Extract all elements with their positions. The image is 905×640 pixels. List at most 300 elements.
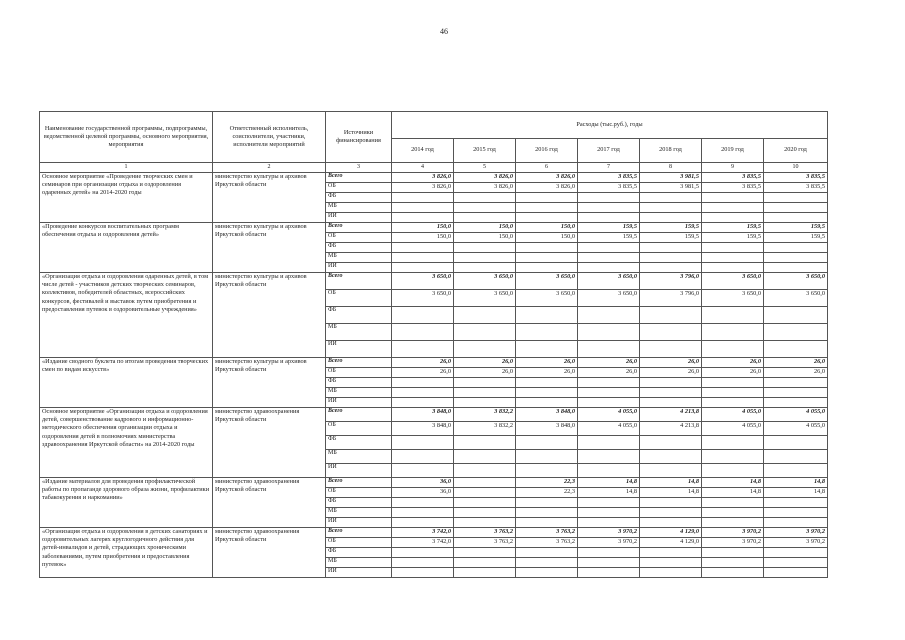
expense-value (454, 498, 516, 508)
expense-value (578, 548, 640, 558)
expense-value (578, 508, 640, 518)
expense-value (392, 243, 454, 253)
expense-value (454, 263, 516, 273)
expense-value (578, 388, 640, 398)
total-value: 3 763,2 (516, 528, 578, 538)
expense-value: 3 826,0 (392, 183, 454, 193)
total-value: 14,8 (640, 478, 702, 488)
expense-value (516, 388, 578, 398)
total-value: 159,5 (578, 223, 640, 233)
expense-value (764, 508, 828, 518)
table-row (40, 173, 828, 183)
header-year: 2015 год (454, 139, 516, 163)
total-value: 26,0 (640, 358, 702, 368)
expense-value (454, 213, 516, 223)
expense-value (764, 558, 828, 568)
expense-value (516, 464, 578, 478)
total-value: 3 742,0 (392, 528, 454, 538)
expense-value (702, 341, 764, 358)
funding-source: ОБ (326, 538, 392, 548)
table-row (40, 273, 828, 290)
measure-executor: министерство культуры и архивов Иркутской области (213, 273, 326, 358)
expense-value (702, 263, 764, 273)
total-value: 36,0 (392, 478, 454, 488)
expense-value (516, 450, 578, 464)
expense-value (392, 518, 454, 528)
expense-value (640, 518, 702, 528)
expense-value: 26,0 (392, 368, 454, 378)
table-body (40, 173, 828, 578)
measure-executor: министерство культуры и архивов Иркутской области (213, 173, 326, 223)
expense-value: 14,8 (640, 488, 702, 498)
expense-value: 3 835,5 (578, 183, 640, 193)
expense-value (516, 398, 578, 408)
total-value: 14,8 (578, 478, 640, 488)
expense-value (392, 307, 454, 324)
expense-value (578, 464, 640, 478)
expense-value: 159,5 (764, 233, 828, 243)
expense-value (578, 498, 640, 508)
expense-value (454, 307, 516, 324)
expense-value: 3 848,0 (392, 422, 454, 436)
expense-value (702, 508, 764, 518)
expense-value (454, 388, 516, 398)
expense-value (764, 253, 828, 263)
expense-value: 3 650,0 (702, 290, 764, 307)
total-value: 150,0 (516, 223, 578, 233)
expense-value (516, 193, 578, 203)
expense-value (516, 203, 578, 213)
expense-value (516, 518, 578, 528)
header-expenses: Расходы (тыс.руб.), годы (392, 112, 828, 139)
expense-value: 3 742,0 (392, 538, 454, 548)
header-year: 2014 год (392, 139, 454, 163)
funding-source: ОБ (326, 290, 392, 307)
expense-value (578, 450, 640, 464)
expense-value (454, 378, 516, 388)
total-value: 3 848,0 (516, 408, 578, 422)
funding-source: ИИ (326, 341, 392, 358)
expense-value (764, 378, 828, 388)
expense-value (702, 498, 764, 508)
expense-value: 22,3 (516, 488, 578, 498)
column-number: 6 (516, 163, 578, 173)
expense-value (392, 568, 454, 578)
column-number: 10 (764, 163, 828, 173)
expense-value (392, 341, 454, 358)
expense-value (516, 436, 578, 450)
expense-value: 14,8 (764, 488, 828, 498)
expense-value (640, 378, 702, 388)
expense-value (640, 193, 702, 203)
expense-value (702, 243, 764, 253)
expense-value (640, 548, 702, 558)
funding-source: ИИ (326, 568, 392, 578)
expense-value (516, 568, 578, 578)
expense-value: 4 055,0 (578, 422, 640, 436)
expense-value (578, 341, 640, 358)
funding-source: Всего (326, 358, 392, 368)
expense-value (702, 568, 764, 578)
expense-value (516, 508, 578, 518)
total-value: 4 129,0 (640, 528, 702, 538)
funding-source: Всего (326, 223, 392, 233)
total-value: 159,5 (640, 223, 702, 233)
expense-value (392, 548, 454, 558)
expense-value (702, 398, 764, 408)
measure-name: Основное мероприятие «Организация отдыха и оздоровления детей, совершенствование кадрового и информационно-методического обеспечения организации отдыха и оздоровления детей в полномочиях министерства здравоохранения Иркутской области» на 2014-2020 годы (40, 408, 213, 478)
expense-value: 150,0 (516, 233, 578, 243)
expense-value: 3 970,2 (578, 538, 640, 548)
expense-value (454, 436, 516, 450)
expense-value (578, 213, 640, 223)
expense-value (702, 324, 764, 341)
expense-value (516, 213, 578, 223)
header-executor: Ответственный исполнитель, соисполнители, участники, исполнители мероприятий (213, 112, 326, 163)
expense-value (764, 341, 828, 358)
expense-value: 159,5 (578, 233, 640, 243)
measure-executor: министерство здравоохранения Иркутской области (213, 408, 326, 478)
expense-value (454, 253, 516, 263)
expense-value: 26,0 (702, 368, 764, 378)
expense-value (516, 341, 578, 358)
expense-value (578, 436, 640, 450)
expense-value (640, 436, 702, 450)
expense-value: 3 763,2 (454, 538, 516, 548)
measure-name: «Организация отдыха и оздоровления одаренных детей, в том числе детей - участников детских творческих семинаров, коллективов, победителей областных, всероссийских конкурсов, фестивалей и выставок путем приобретения и предоставления путевок в оздоровительные учреждения» (40, 273, 213, 358)
expense-value (764, 388, 828, 398)
expense-value (578, 263, 640, 273)
funding-source: Всего (326, 173, 392, 183)
funding-source: ФБ (326, 436, 392, 450)
total-value: 26,0 (702, 358, 764, 368)
total-value: 3 650,0 (392, 273, 454, 290)
column-number: 8 (640, 163, 702, 173)
expense-value (764, 464, 828, 478)
expense-value (392, 508, 454, 518)
total-value: 3 970,2 (764, 528, 828, 538)
total-value: 3 796,0 (640, 273, 702, 290)
header-source: Источники финансирования (326, 112, 392, 163)
total-value: 26,0 (516, 358, 578, 368)
total-value: 26,0 (764, 358, 828, 368)
expense-value: 150,0 (454, 233, 516, 243)
expense-value (454, 398, 516, 408)
expense-value (640, 324, 702, 341)
expense-value (454, 203, 516, 213)
funding-source: ОБ (326, 368, 392, 378)
expense-value (516, 324, 578, 341)
expense-value: 4 055,0 (702, 422, 764, 436)
expense-value (578, 253, 640, 263)
funding-source: ФБ (326, 548, 392, 558)
expense-value (392, 213, 454, 223)
total-value: 14,8 (702, 478, 764, 488)
measure-executor: министерство культуры и архивов Иркутской области (213, 223, 326, 273)
expense-value: 3 650,0 (764, 290, 828, 307)
expense-value: 3 796,0 (640, 290, 702, 307)
expense-value (516, 253, 578, 263)
header-year: 2018 год (640, 139, 702, 163)
expense-value (764, 568, 828, 578)
expense-value (454, 548, 516, 558)
total-value: 3 981,5 (640, 173, 702, 183)
total-value: 150,0 (454, 223, 516, 233)
header-year: 2016 год (516, 139, 578, 163)
expense-value: 3 650,0 (454, 290, 516, 307)
expense-value: 3 826,0 (516, 183, 578, 193)
total-value: 14,8 (764, 478, 828, 488)
expense-value (640, 263, 702, 273)
column-number: 1 (40, 163, 213, 173)
expense-value (578, 324, 640, 341)
expense-value (392, 253, 454, 263)
expense-value: 3 981,5 (640, 183, 702, 193)
expense-value (702, 193, 764, 203)
expense-value: 3 650,0 (392, 290, 454, 307)
table-row (40, 528, 828, 538)
expense-value (702, 253, 764, 263)
total-value: 3 832,2 (454, 408, 516, 422)
expense-value: 4 213,8 (640, 422, 702, 436)
expense-value (454, 558, 516, 568)
total-value: 3 970,2 (702, 528, 764, 538)
expense-value (764, 324, 828, 341)
expense-value (702, 213, 764, 223)
column-number: 5 (454, 163, 516, 173)
measure-name: Основное мероприятие «Проведение творческих смен и семинаров при организации отдыха и оздоровления одаренных детей» на 2014-2020 годы (40, 173, 213, 223)
expense-value: 3 970,2 (764, 538, 828, 548)
expense-value (578, 243, 640, 253)
expense-value (702, 548, 764, 558)
expense-value: 3 650,0 (578, 290, 640, 307)
expense-value: 26,0 (640, 368, 702, 378)
total-value: 3 650,0 (454, 273, 516, 290)
total-value: 3 650,0 (764, 273, 828, 290)
expense-value (454, 518, 516, 528)
expense-value: 150,0 (392, 233, 454, 243)
expense-value: 3 970,2 (702, 538, 764, 548)
expense-value (516, 378, 578, 388)
expense-value (392, 398, 454, 408)
expense-value (764, 263, 828, 273)
expense-value (578, 558, 640, 568)
total-value: 26,0 (454, 358, 516, 368)
expense-value (454, 243, 516, 253)
funding-source: ФБ (326, 243, 392, 253)
expense-value (702, 307, 764, 324)
column-number: 4 (392, 163, 454, 173)
column-number: 2 (213, 163, 326, 173)
measure-name: «Проведение конкурсов воспитательных программ обеспечения отдыха и оздоровления детей» (40, 223, 213, 273)
column-number: 3 (326, 163, 392, 173)
total-value: 3 826,0 (516, 173, 578, 183)
expense-value (764, 518, 828, 528)
expense-value: 26,0 (454, 368, 516, 378)
expense-value (392, 388, 454, 398)
total-value: 4 055,0 (702, 408, 764, 422)
total-value: 3 835,5 (702, 173, 764, 183)
header-year: 2020 год (764, 139, 828, 163)
expense-value (764, 548, 828, 558)
expense-value (392, 203, 454, 213)
funding-source: МБ (326, 558, 392, 568)
expense-value (578, 518, 640, 528)
expense-value (764, 307, 828, 324)
total-value: 3 970,2 (578, 528, 640, 538)
expense-value (702, 464, 764, 478)
expense-value (764, 203, 828, 213)
funding-source: ИИ (326, 213, 392, 223)
funding-source: МБ (326, 388, 392, 398)
expense-value (454, 341, 516, 358)
expense-value (578, 568, 640, 578)
total-value: 4 055,0 (764, 408, 828, 422)
expense-value (454, 568, 516, 578)
expense-value: 4 055,0 (764, 422, 828, 436)
expense-value (764, 193, 828, 203)
funding-source: ОБ (326, 183, 392, 193)
measure-name: «Издание сводного буклета по итогам проведения творческих смен по видам искусств» (40, 358, 213, 408)
funding-source: ИИ (326, 263, 392, 273)
expense-value (392, 263, 454, 273)
expense-value (392, 378, 454, 388)
column-number: 9 (702, 163, 764, 173)
expense-value (702, 203, 764, 213)
header-year: 2017 год (578, 139, 640, 163)
expense-value: 159,5 (702, 233, 764, 243)
expense-value: 4 129,0 (640, 538, 702, 548)
table-row (40, 358, 828, 368)
total-value: 150,0 (392, 223, 454, 233)
expense-value (640, 253, 702, 263)
expense-value (764, 450, 828, 464)
total-value: 3 650,0 (702, 273, 764, 290)
table-row (40, 478, 828, 488)
total-value: 3 848,0 (392, 408, 454, 422)
expense-value (392, 436, 454, 450)
expense-value (640, 568, 702, 578)
expense-value (764, 498, 828, 508)
expense-value (702, 378, 764, 388)
expense-value (640, 307, 702, 324)
total-value (454, 478, 516, 488)
expense-value (640, 498, 702, 508)
expense-value (516, 558, 578, 568)
total-value: 3 763,2 (454, 528, 516, 538)
expense-value (516, 498, 578, 508)
funding-source: МБ (326, 508, 392, 518)
column-number: 7 (578, 163, 640, 173)
expense-value (454, 324, 516, 341)
expense-value (702, 436, 764, 450)
measure-executor: министерство здравоохранения Иркутской области (213, 478, 326, 528)
expense-value (454, 450, 516, 464)
expense-value (640, 243, 702, 253)
total-value: 4 213,8 (640, 408, 702, 422)
expense-value (454, 464, 516, 478)
expense-value (392, 324, 454, 341)
funding-source: МБ (326, 203, 392, 213)
expense-value (454, 508, 516, 518)
expense-value (702, 450, 764, 464)
expense-value (640, 388, 702, 398)
expense-value (578, 307, 640, 324)
expense-value (640, 203, 702, 213)
expense-value (640, 450, 702, 464)
measure-name: «Организация отдыха и оздоровления в детских санаториях и оздоровительных лагерях круглогодичного действия для детей-инвалидов и детей, страдающих хроническими заболеваниями, путем приобретения и предоставления путевок» (40, 528, 213, 578)
expense-value: 3 826,0 (454, 183, 516, 193)
funding-source: ФБ (326, 498, 392, 508)
expense-value (578, 193, 640, 203)
total-value: 3 650,0 (516, 273, 578, 290)
table-header (40, 112, 828, 173)
expense-value (764, 243, 828, 253)
measure-name: «Издание материалов для проведения профилактической работы по пропаганде здорового образа жизни, профилактики табакокурения и наркомании» (40, 478, 213, 528)
total-value: 3 835,5 (764, 173, 828, 183)
expense-value (578, 203, 640, 213)
total-value: 3 826,0 (454, 173, 516, 183)
expense-value: 36,0 (392, 488, 454, 498)
table-row (40, 223, 828, 233)
total-value: 3 835,5 (578, 173, 640, 183)
expense-value (516, 548, 578, 558)
expense-value: 159,5 (640, 233, 702, 243)
expense-value (702, 558, 764, 568)
total-value: 159,5 (764, 223, 828, 233)
expense-value (764, 398, 828, 408)
funding-source: ФБ (326, 193, 392, 203)
expense-value (640, 464, 702, 478)
measure-executor: министерство здравоохранения Иркутской области (213, 528, 326, 578)
expense-value: 3 650,0 (516, 290, 578, 307)
header-year: 2019 год (702, 139, 764, 163)
total-value: 4 055,0 (578, 408, 640, 422)
header-name: Наименование государственной программы, подпрограммы, ведомственной целевой программы, основного мероприятия, мероприятия (40, 112, 213, 163)
expense-value: 26,0 (764, 368, 828, 378)
expense-value (578, 378, 640, 388)
total-value: 3 650,0 (578, 273, 640, 290)
expense-value (392, 558, 454, 568)
expense-value: 14,8 (578, 488, 640, 498)
funding-source: ОБ (326, 422, 392, 436)
expense-value (640, 508, 702, 518)
funding-source: ОБ (326, 488, 392, 498)
funding-source: ФБ (326, 378, 392, 388)
expense-value: 3 848,0 (516, 422, 578, 436)
total-value: 26,0 (578, 358, 640, 368)
expense-value (578, 398, 640, 408)
page-number: 46 (440, 27, 448, 36)
funding-source: МБ (326, 450, 392, 464)
funding-source: МБ (326, 324, 392, 341)
expense-value: 3 763,2 (516, 538, 578, 548)
expense-value (640, 398, 702, 408)
total-value: 26,0 (392, 358, 454, 368)
expense-value (516, 307, 578, 324)
expense-value (764, 213, 828, 223)
funding-source: ИИ (326, 518, 392, 528)
funding-source: Всего (326, 273, 392, 290)
expense-value (392, 498, 454, 508)
expense-value (702, 518, 764, 528)
funding-source: ИИ (326, 398, 392, 408)
expense-value (454, 193, 516, 203)
funding-source: МБ (326, 253, 392, 263)
expense-value (392, 464, 454, 478)
expense-value (764, 436, 828, 450)
expense-value: 26,0 (516, 368, 578, 378)
